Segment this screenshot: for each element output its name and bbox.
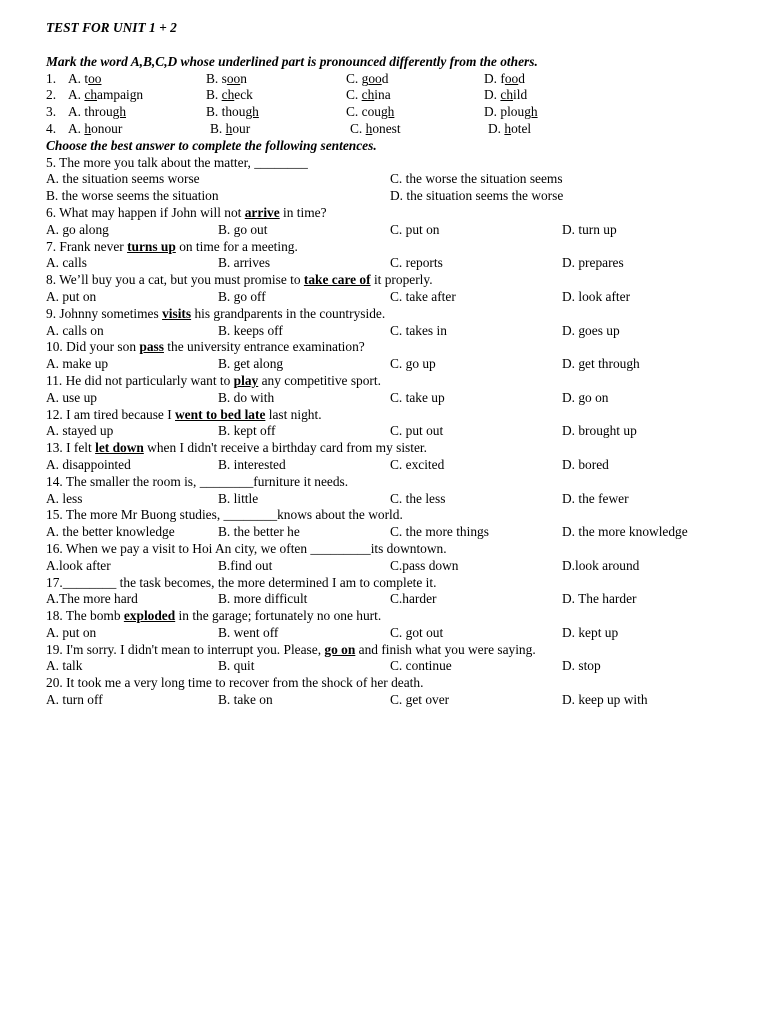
word-part: eck [234, 87, 253, 103]
question-text: when I didn't receive a birthday card from my sister. [143, 440, 427, 456]
answer-row [46, 222, 768, 239]
answer-option: C. the less [390, 490, 446, 506]
answer-option [488, 121, 531, 138]
answer-option: C. take up [390, 389, 445, 405]
answer-row [46, 423, 768, 440]
section1-instruction: Mark the word A,B,C,D whose underlined part is pronounced differently from the others. [46, 53, 538, 69]
word-part: our [232, 120, 251, 136]
answer-option: D. the fewer [562, 490, 629, 506]
question-text: 9. Johnny sometimes [46, 305, 163, 321]
question-number: 3. [46, 104, 57, 120]
word-part: ampaign [97, 87, 144, 103]
question-text: its downtown. [370, 540, 447, 556]
answer-row [46, 491, 768, 508]
question-stem [46, 541, 768, 558]
answer-option: D. kept up [562, 624, 619, 640]
key-phrase: play [233, 372, 259, 388]
answer-row [46, 625, 768, 642]
answer-row [46, 255, 768, 272]
answer-option: B. more difficult [218, 591, 308, 607]
key-phrase: arrive [244, 204, 280, 220]
answer-option: C. excited [390, 456, 445, 472]
answer-option: D.look around [562, 557, 640, 573]
answer-option: C. reports [390, 255, 443, 271]
key-phrase: take care of [303, 272, 371, 288]
question-text: in time? [279, 204, 327, 220]
question-text: last night. [265, 406, 322, 422]
option-letter: A. [68, 70, 85, 86]
pronunciation-row [46, 104, 768, 121]
option-letter: A. [68, 104, 85, 120]
word-part: g [361, 70, 369, 86]
answer-option [206, 87, 253, 104]
question-text: 13. I felt [46, 440, 96, 456]
key-phrase: pass [139, 339, 164, 355]
question-text: 10. Did your son [46, 339, 140, 355]
underlined-sound: gh [245, 104, 259, 120]
question-stem [46, 642, 768, 659]
question-text: and finish what you were saying. [355, 641, 536, 657]
word-part: cou [361, 104, 381, 120]
answer-option: C.harder [390, 591, 437, 607]
question-text: furniture it needs. [253, 473, 349, 489]
question-stem [46, 608, 768, 625]
question-text: 16. When we pay a visit to Hoi An city, we often [46, 540, 311, 556]
question-text: 7. Frank never [46, 238, 128, 254]
answer-row [46, 390, 768, 407]
answer-row [46, 692, 768, 709]
word-part: thou [221, 104, 246, 120]
answer-option: C. take after [390, 288, 456, 304]
answer-option: B. take on [218, 692, 273, 708]
option-letter: B. [210, 120, 226, 136]
question-stem [46, 675, 768, 692]
question-stem [46, 205, 768, 222]
word-part: ild [513, 87, 528, 103]
answer-option: D. stop [562, 658, 601, 674]
answer-option: A. disappointed [46, 456, 131, 472]
answer-option: A. turn off [46, 692, 103, 708]
answer-option: A. the better knowledge [46, 524, 175, 540]
answer-option [484, 71, 525, 88]
answer-option: B. little [218, 490, 259, 506]
underlined-sound: ch [361, 87, 375, 103]
answer-option: B. do with [218, 389, 275, 405]
answer-option [68, 121, 122, 138]
option-letter: D. [484, 70, 501, 86]
answer-blank: _________ [310, 540, 371, 556]
underlined-sound: gh [524, 104, 538, 120]
question-stem [46, 339, 768, 356]
answer-option: B. kept off [218, 423, 276, 439]
word-part: f [500, 70, 505, 86]
answer-option: B. the worse seems the situation [46, 188, 219, 204]
answer-option: A. calls [46, 255, 87, 271]
word-part: d [518, 70, 525, 86]
word-part: n [240, 70, 247, 86]
answer-option [68, 87, 143, 104]
question-stem [46, 507, 768, 524]
option-letter: D. [488, 120, 505, 136]
answer-option: C. takes in [390, 322, 447, 338]
answer-option: A. less [46, 490, 83, 506]
answer-option: D. turn up [562, 221, 617, 237]
answer-option: D. prepares [562, 255, 624, 271]
answer-option: D. bored [562, 456, 609, 472]
answer-option: D. go on [562, 389, 609, 405]
pronunciation-row [46, 87, 768, 104]
underlined-sound: ch [221, 87, 235, 103]
underlined-sound: h [225, 120, 233, 136]
question-number: 2. [46, 87, 57, 103]
answer-row [46, 558, 768, 575]
question-text: 20. It took me a very long time to recover from the shock of her death. [46, 675, 424, 691]
question-text: his grandparents in the countryside. [191, 305, 386, 321]
vocabulary-section [46, 155, 768, 709]
word-part: t [84, 70, 89, 86]
pronunciation-row [46, 121, 768, 138]
answer-option: B. the better he [218, 524, 300, 540]
word-part: onour [91, 120, 123, 136]
question-text: knows about the world. [277, 507, 403, 523]
underlined-sound: h [504, 120, 512, 136]
question-stem [46, 407, 768, 424]
answer-option: D. look after [562, 288, 631, 304]
underlined-sound: oo [88, 70, 102, 86]
answer-option [484, 87, 527, 104]
option-letter: C. [346, 87, 362, 103]
question-text: in the garage; fortunately no one hurt. [175, 608, 382, 624]
question-stem [46, 155, 768, 172]
answer-blank: ________ [199, 473, 254, 489]
question-text: any competitive sport. [258, 372, 381, 388]
word-part: s [221, 70, 227, 86]
key-phrase: went to bed late [175, 406, 266, 422]
answer-option [206, 71, 247, 88]
question-text: 15. The more Mr Buong studies, [46, 507, 224, 523]
question-text: the university entrance examination? [163, 339, 365, 355]
answer-option [346, 87, 391, 104]
answer-option: C. put out [390, 423, 444, 439]
answer-option: C. go up [390, 356, 436, 372]
answer-option: B. go out [218, 221, 268, 237]
answer-row [46, 188, 768, 205]
answer-option: B. interested [218, 456, 286, 472]
answer-option: D. get through [562, 356, 640, 372]
key-phrase: turns up [127, 238, 176, 254]
question-stem [46, 306, 768, 323]
answer-option: A. talk [46, 658, 83, 674]
answer-option [346, 104, 394, 121]
answer-option: C. the more things [390, 524, 489, 540]
option-letter: A. [68, 120, 85, 136]
answer-row [46, 323, 768, 340]
answer-option: C.pass down [390, 557, 459, 573]
answer-row [46, 289, 768, 306]
answer-option: D. The harder [562, 591, 637, 607]
question-text: 14. The smaller the room is, [46, 473, 200, 489]
word-part: throu [84, 104, 113, 120]
underlined-sound: ch [500, 87, 514, 103]
answer-option: A. use up [46, 389, 97, 405]
word-part: otel [511, 120, 532, 136]
option-letter: B. [206, 104, 222, 120]
option-letter: C. [346, 104, 362, 120]
answer-option: A. put on [46, 288, 97, 304]
answer-option: B. get along [218, 356, 284, 372]
option-letter: C. [346, 70, 362, 86]
answer-blank: ________ [223, 507, 278, 523]
answer-blank: ________ [62, 574, 117, 590]
answer-row [46, 457, 768, 474]
underlined-sound: gh [112, 104, 127, 120]
question-stem [46, 272, 768, 289]
option-letter: D. [484, 104, 501, 120]
answer-option: C. the worse the situation seems [390, 171, 563, 187]
question-stem [46, 575, 768, 592]
underlined-sound: oo [368, 70, 382, 86]
word-part: plou [500, 104, 525, 120]
question-text: the task becomes, the more determined I am to complete it. [116, 574, 437, 590]
question-stem [46, 440, 768, 457]
answer-option: D. the situation seems the worse [390, 188, 564, 204]
answer-option: A. make up [46, 356, 109, 372]
key-phrase: visits [162, 305, 192, 321]
option-letter: A. [68, 87, 85, 103]
option-letter: D. [484, 87, 501, 103]
question-text: 12. I am tired because I [46, 406, 176, 422]
answer-option: D. keep up with [562, 692, 648, 708]
option-letter: C. [350, 120, 366, 136]
answer-option [346, 71, 388, 88]
section2-instruction: Choose the best answer to complete the following sentences. [46, 137, 377, 153]
key-phrase: exploded [123, 608, 176, 624]
underlined-sound: ch [84, 87, 98, 103]
underlined-sound: oo [226, 70, 241, 86]
underlined-sound: oo [504, 70, 519, 86]
answer-option [484, 104, 538, 121]
answer-option: D. goes up [562, 322, 620, 338]
question-number: 1. [46, 70, 57, 86]
underlined-sound: h [84, 120, 92, 136]
question-text: it properly. [370, 272, 433, 288]
pronunciation-row [46, 71, 768, 88]
question-number: 4. [46, 120, 57, 136]
question-stem [46, 474, 768, 491]
question-stem [46, 373, 768, 390]
answer-option: B. arrives [218, 255, 271, 271]
answer-option: D. the more knowledge [562, 524, 688, 540]
question-text: 5. The more you talk about the matter, [46, 154, 255, 170]
answer-option [68, 71, 102, 88]
answer-option: A. the situation seems worse [46, 171, 200, 187]
answer-option: C. get over [390, 692, 450, 708]
question-text: 17. [46, 574, 63, 590]
answer-option: A.look after [46, 557, 111, 573]
answer-option: A. put on [46, 624, 97, 640]
question-text: 11. He did not particularly want to [46, 372, 234, 388]
answer-option: C. got out [390, 624, 444, 640]
answer-option: B.find out [218, 557, 273, 573]
option-letter: B. [206, 70, 222, 86]
answer-blank: ________ [254, 154, 308, 170]
answer-option: C. put on [390, 221, 440, 237]
answer-row [46, 171, 768, 188]
answer-option: A. go along [46, 221, 109, 237]
pronunciation-section [46, 71, 768, 138]
question-text: 19. I'm sorry. I didn't mean to interrupt you. Please, [46, 641, 325, 657]
option-letter: B. [206, 87, 222, 103]
answer-row [46, 591, 768, 608]
underlined-sound: h [365, 120, 373, 136]
answer-option [350, 121, 401, 138]
answer-option: A.The more hard [46, 591, 138, 607]
answer-row [46, 658, 768, 675]
answer-option: B. keeps off [218, 322, 283, 338]
underlined-sound: gh [380, 104, 395, 120]
answer-option [68, 104, 126, 121]
question-text: 8. We’ll buy you a cat, but you must promise to [46, 272, 304, 288]
word-part: ina [374, 87, 391, 103]
answer-option: B. quit [218, 658, 255, 674]
answer-option: A. stayed up [46, 423, 114, 439]
question-stem [46, 239, 768, 256]
word-part: onest [372, 120, 401, 136]
answer-option: B. go off [218, 288, 266, 304]
answer-option: B. went off [218, 624, 279, 640]
question-text: 18. The bomb [46, 608, 124, 624]
answer-option [206, 104, 259, 121]
answer-option [210, 121, 250, 138]
answer-option: D. brought up [562, 423, 637, 439]
question-text: on time for a meeting. [175, 238, 298, 254]
answer-row [46, 524, 768, 541]
page-title: TEST FOR UNIT 1 + 2 [46, 20, 177, 35]
answer-row [46, 356, 768, 373]
question-text: 6. What may happen if John will not [46, 204, 245, 220]
answer-option: C. continue [390, 658, 452, 674]
key-phrase: go on [324, 641, 356, 657]
word-part: d [381, 70, 389, 86]
answer-option: A. calls on [46, 322, 104, 338]
key-phrase: let down [95, 440, 144, 456]
